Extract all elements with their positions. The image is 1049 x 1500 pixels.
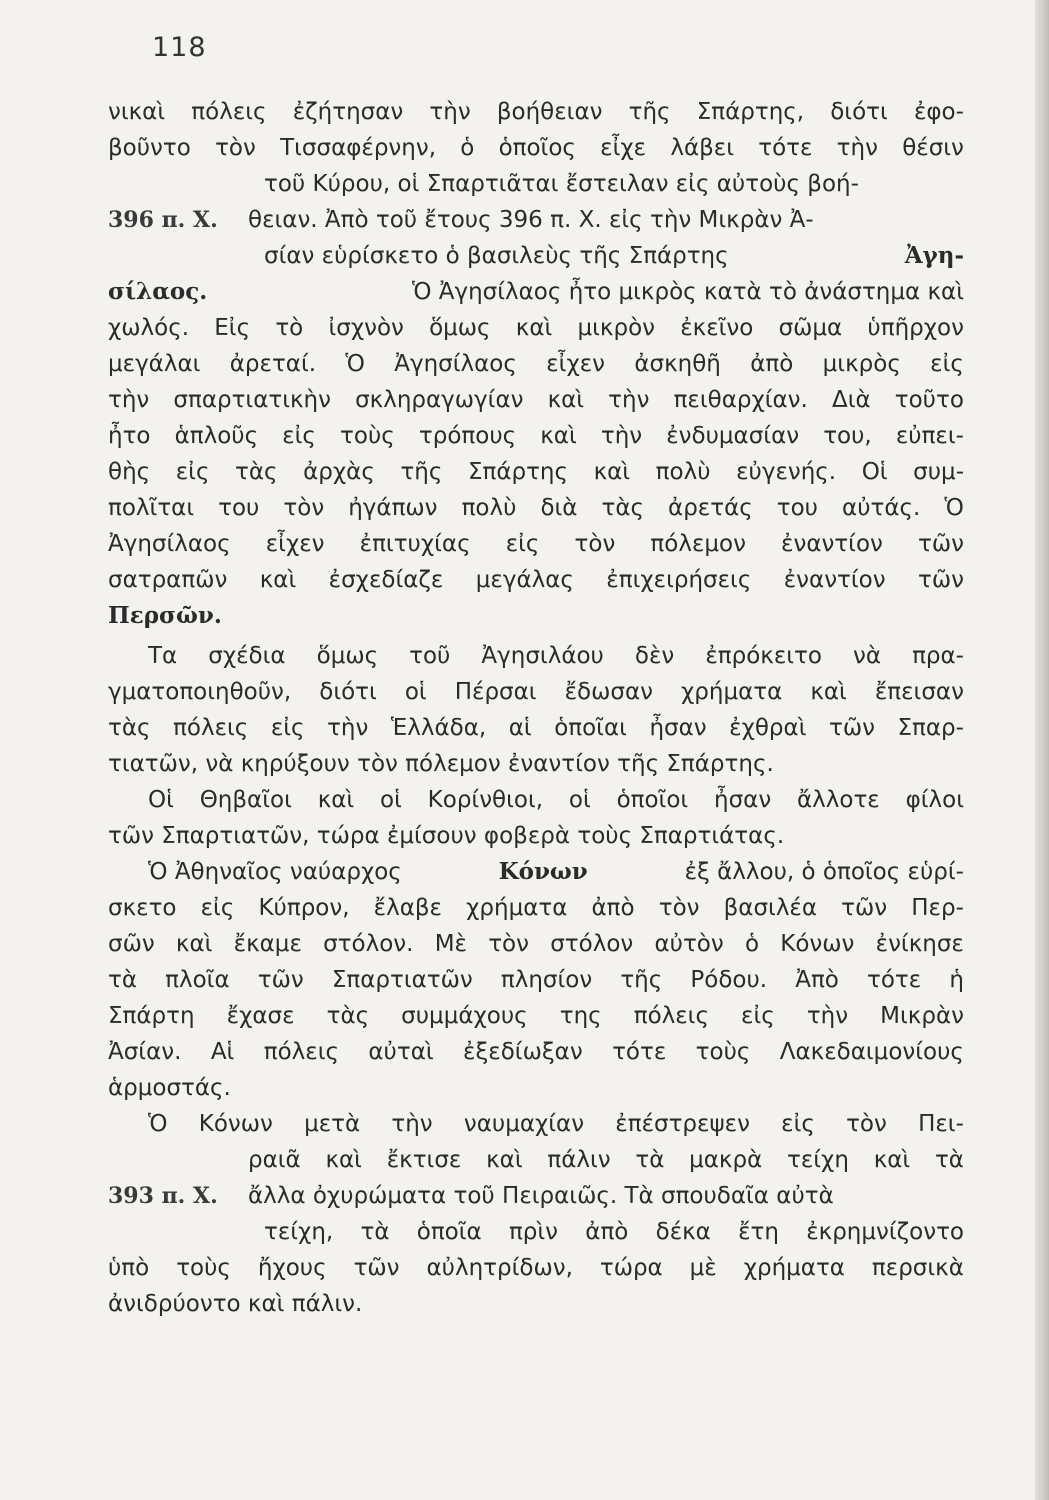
text-line: ἦτο ἁπλοῦς εἰς τοὺς τρόπους καὶ τὴν ἐνδυμασίαν του, εὐπει- — [108, 423, 964, 449]
text-line: γματοποιηθοῦν, διότι οἱ Πέρσαι ἔδωσαν χρήματα καὶ ἔπεισαν — [108, 679, 964, 705]
text-line: θὴς εἰς τὰς ἀρχὰς τῆς Σπάρτης καὶ πολὺ εὐγενής. Οἱ συμ- — [108, 459, 964, 485]
text-line: τείχη, τὰ ὁποῖα πρὶν ἀπὸ δέκα ἔτη ἐκρημνίζοντο — [264, 1219, 964, 1245]
text-line: τὴν σπαρτιατικὴν σκληραγωγίαν καὶ τὴν πειθαρχίαν. Διὰ τοῦτο — [108, 387, 964, 413]
text-line: ὑπὸ τοὺς ἤχους τῶν αὐλητρίδων, τώρα μὲ χρήματα περσικὰ — [108, 1255, 964, 1281]
text-line: Ὁ Ἀθηναῖος ναύαρχος Κόνων ἐξ ἄλλου, ὁ ὁποῖος εὑρί- — [108, 854, 964, 890]
text-line: χωλός. Εἰς τὸ ἰσχνὸν ὅμως καὶ μικρὸν ἐκεῖνο σῶμα ὑπῆρχον — [108, 315, 964, 341]
text-line: ἁρμοστάς. — [108, 1075, 231, 1101]
text-line: νικαὶ πόλεις ἐζήτησαν τὴν βοήθειαν τῆς Σπάρτης, διότι ἐφο- — [108, 99, 964, 125]
text-line: 393 π. Χ. ἄλλα ὀχυρώματα τοῦ Πειραιῶς. Τὰ σπουδαῖα αὐτὰ — [108, 1178, 964, 1214]
page-edge — [1035, 0, 1049, 1500]
text-line: 396 π. Χ. θειαν. Ἀπὸ τοῦ ἔτους 396 π. Χ. εἰς τὴν Μικρὰν Ἀ- — [108, 202, 964, 238]
margin-note-396: 396 π. Χ. — [108, 207, 218, 233]
text-line: βοῦντο τὸν Τισσαφέρνην, ὁ ὁποῖος εἶχε λάβει τότε τὴν θέσιν — [108, 135, 964, 161]
text-line: ραιᾶ καὶ ἔκτισε καὶ πάλιν τὰ μακρὰ τείχη καὶ τὰ — [248, 1147, 964, 1173]
margin-note-393: 393 π. Χ. — [108, 1183, 218, 1209]
text-line: μεγάλαι ἀρεταί. Ὁ Ἀγησίλαος εἶχεν ἀσκηθῆ ἀπὸ μικρὸς εἰς — [108, 351, 964, 377]
page-number: 118 — [152, 32, 207, 63]
text-line: σκετο εἰς Κύπρον, ἔλαβε χρήματα ἀπὸ τὸν βασιλέα τῶν Περ- — [108, 895, 964, 921]
text-line: σατραπῶν καὶ ἐσχεδίαζε μεγάλας ἐπιχειρήσεις ἐναντίον τῶν — [108, 567, 964, 593]
body-text — [108, 94, 964, 1322]
text-line: Ὁ Κόνων μετὰ τὴν ναυμαχίαν ἐπέστρεψεν εἰς τὸν Πει- — [148, 1111, 964, 1137]
text-line: Σπάρτη ἔχασε τὰς συμμάχους της πόλεις εἰς τὴν Μικρὰν — [108, 1003, 964, 1029]
text-line: Τα σχέδια ὅμως τοῦ Ἀγησιλάου δὲν ἐπρόκειτο νὰ πρα- — [148, 643, 964, 669]
text-line: σίλαος. Ὁ Ἀγησίλαος ἦτο μικρὸς κατὰ τὸ ἀνάστημα καὶ — [108, 278, 964, 305]
text-line: Ἀσίαν. Αἱ πόλεις αὐταὶ ἐξεδίωξαν τότε τοὺς Λακεδαιμονίους — [108, 1039, 964, 1065]
text-line: Περσῶν. — [108, 602, 222, 629]
text-line: σίαν εὑρίσκετο ὁ βασιλεὺς τῆς Σπάρτης Ἀγη- — [108, 238, 964, 274]
text-line: τῶν Σπαρτιατῶν, τώρα ἐμίσουν φοβερὰ τοὺς Σπαρτιάτας. — [108, 823, 785, 849]
text-line: πολῖται του τὸν ἠγάπων πολὺ διὰ τὰς ἀρετάς του αὐτάς. Ὁ — [108, 495, 964, 521]
text-line: τιατῶν, νὰ κηρύξουν τὸν πόλεμον ἐναντίον τῆς Σπάρτης. — [108, 751, 774, 777]
text-line: Ἀγησίλαος εἶχεν ἐπιτυχίας εἰς τὸν πόλεμον ἐναντίον τῶν — [108, 531, 964, 557]
text-line: τὰ πλοῖα τῶν Σπαρτιατῶν πλησίον τῆς Ρόδου. Ἀπὸ τότε ἡ — [108, 967, 964, 993]
bold-name-konon: Κόνων — [498, 858, 588, 885]
text-line: τὰς πόλεις εἰς τὴν Ἑλλάδα, αἱ ὁποῖαι ἦσαν ἐχθραὶ τῶν Σπαρ- — [108, 715, 964, 741]
text-line: σῶν καὶ ἔκαμε στόλον. Μὲ τὸν στόλον αὐτὸν ὁ Κόνων ἐνίκησε — [108, 931, 964, 957]
text-line: ἀνιδρύοντο καὶ πάλιν. — [108, 1291, 363, 1317]
text-line: Οἱ Θηβαῖοι καὶ οἱ Κορίνθιοι, οἱ ὁποῖοι ἦσαν ἄλλοτε φίλοι — [148, 787, 964, 813]
text-line: τοῦ Κύρου, οἱ Σπαρτιᾶται ἔστειλαν εἰς αὐτοὺς βοή- — [264, 171, 859, 197]
bold-name-agesilaos: Ἀγη- — [904, 242, 964, 269]
